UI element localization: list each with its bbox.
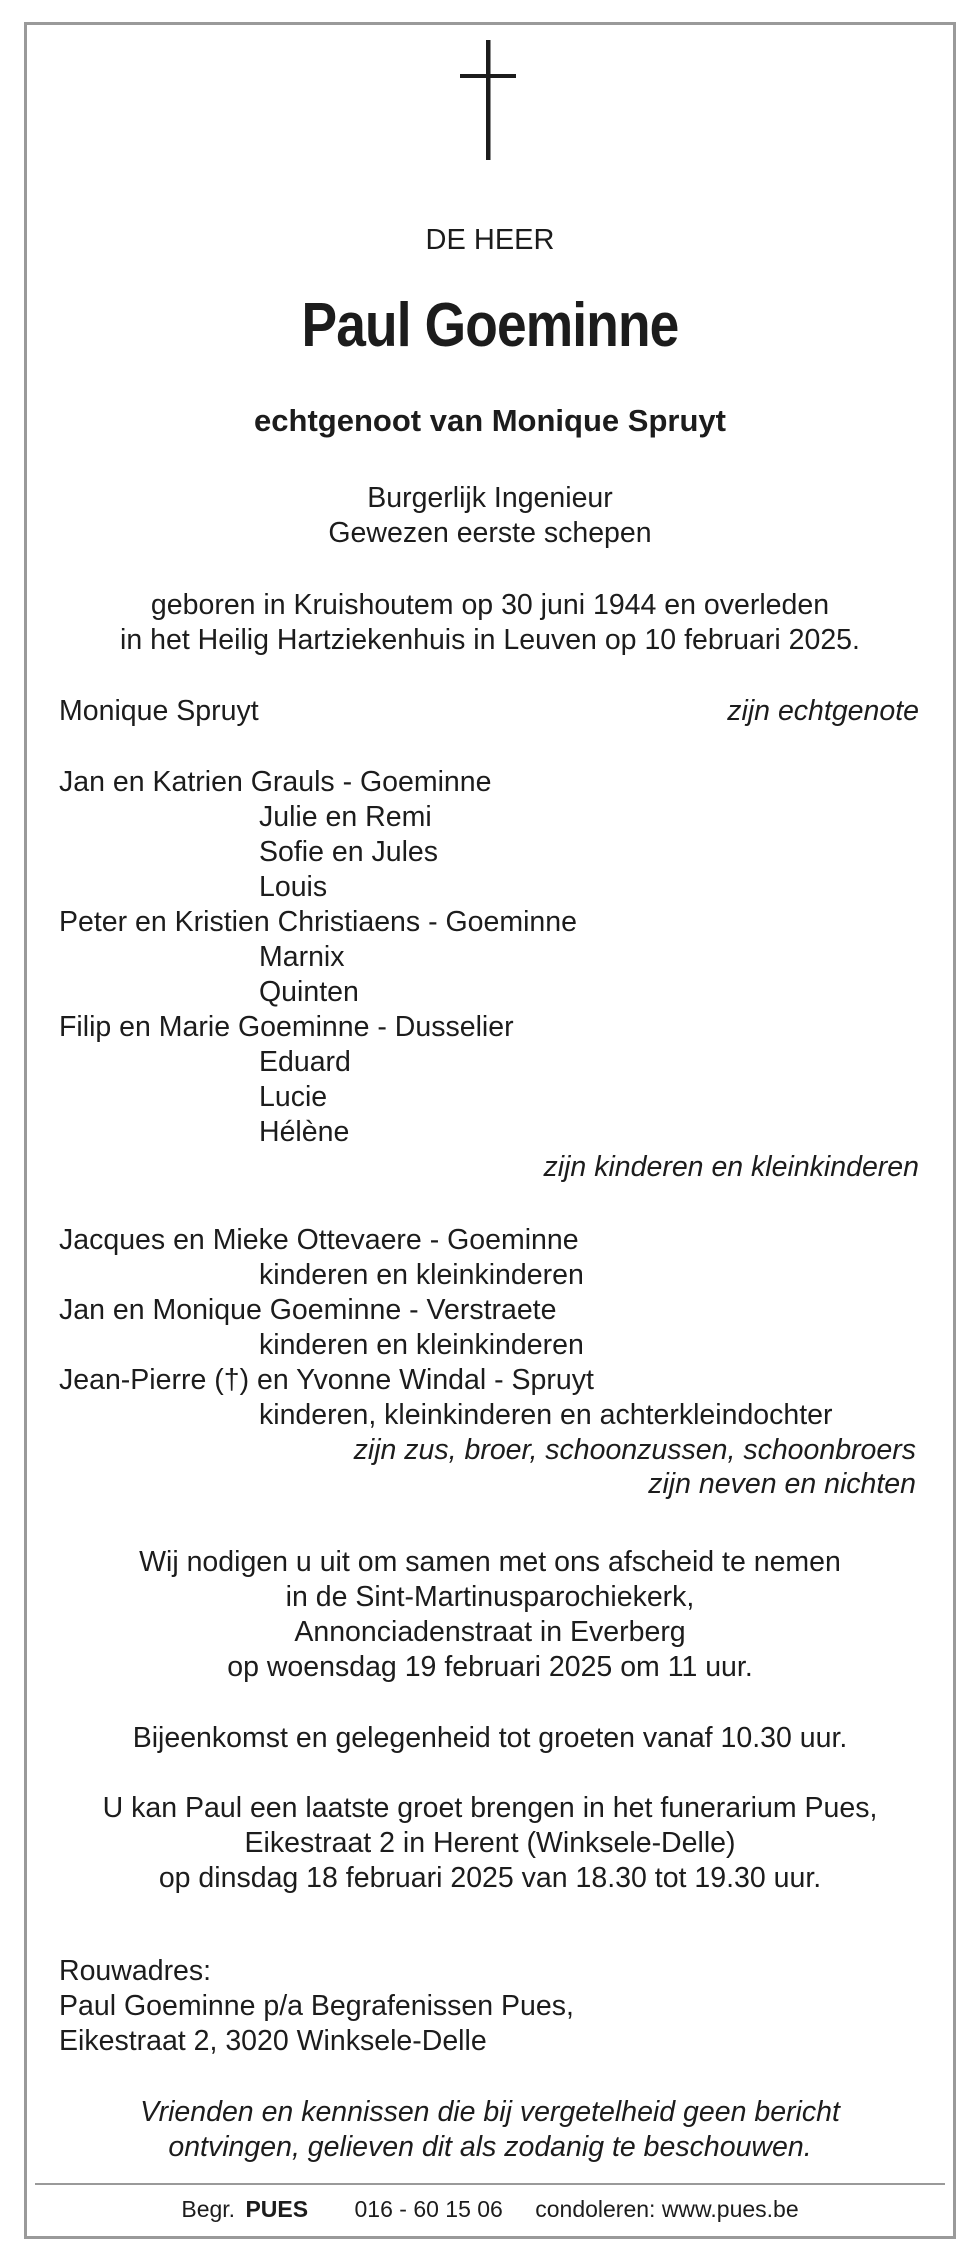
deceased-name: Paul Goeminne	[301, 291, 679, 360]
gathering-line: Bijeenkomst en gelegenheid tot groeten vanaf 10.30 uur.	[132, 1722, 848, 1754]
siblings-line: Jacques en Mieke Ottevaere - Goeminne	[59, 1224, 579, 1256]
spouse-row	[0, 694, 980, 729]
children-row	[0, 800, 980, 835]
service-line-2: in de Sint-Martinusparochiekerk,	[285, 1581, 695, 1613]
visitation-block	[0, 1791, 980, 1896]
service-line-3: Annonciadenstraat in Everberg	[294, 1616, 686, 1648]
children-line: Eduard	[259, 1046, 351, 1078]
children-row	[0, 975, 980, 1010]
spouse-name: Monique Spruyt	[59, 695, 259, 727]
service-line-1: Wij nodigen u uit om samen met ons afscheid te nemen	[139, 1546, 841, 1578]
spouse-relation: zijn echtgenote	[727, 695, 919, 727]
siblings-line: Jean-Pierre (†) en Yvonne Windal - Spruyt	[59, 1364, 594, 1396]
siblings-line: Jan en Monique Goeminne - Verstraete	[59, 1294, 557, 1326]
children-list	[0, 765, 980, 1150]
footer	[0, 2196, 980, 2223]
address-block	[0, 1954, 980, 2059]
footer-company: PUES	[245, 2196, 309, 2222]
address-line-1-row	[0, 1989, 980, 2024]
children-relation-row	[0, 1150, 980, 1185]
cousins-relation: zijn neven en nichten	[648, 1468, 916, 1500]
siblings-row	[0, 1293, 980, 1328]
siblings-line: kinderen en kleinkinderen	[259, 1329, 584, 1361]
footer-prefix: Begr.	[181, 2196, 236, 2222]
visitation-line-3: op dinsdag 18 februari 2025 van 18.30 tot 19.30 uur.	[158, 1862, 822, 1894]
children-row	[0, 1045, 980, 1080]
siblings-row	[0, 1398, 980, 1433]
address-line-1: Paul Goeminne p/a Begrafenissen Pues,	[59, 1990, 574, 2022]
children-row	[0, 835, 980, 870]
former-role: Gewezen eerste schepen	[328, 517, 652, 549]
siblings-list	[0, 1223, 980, 1433]
children-line: Filip en Marie Goeminne - Dusselier	[59, 1011, 514, 1043]
children-line: Peter en Kristien Christiaens - Goeminne	[59, 906, 577, 938]
siblings-row	[0, 1223, 980, 1258]
profession: Burgerlijk Ingenieur	[367, 482, 613, 514]
visitation-line-1: U kan Paul een laatste groet brengen in het funerarium Pues,	[102, 1792, 878, 1824]
siblings-row	[0, 1328, 980, 1363]
children-line: Jan en Katrien Grauls - Goeminne	[59, 766, 492, 798]
birth-line: geboren in Kruishoutem op 30 juni 1944 en overleden	[150, 589, 830, 621]
children-line: Quinten	[259, 976, 359, 1008]
siblings-relation-row	[0, 1433, 980, 1467]
children-row	[0, 1080, 980, 1115]
children-row	[0, 1115, 980, 1150]
gathering-block	[0, 1721, 980, 1756]
cousins-relation-row	[0, 1467, 980, 1501]
children-line: Julie en Remi	[259, 801, 432, 833]
children-row	[0, 940, 980, 975]
cross-icon	[460, 40, 516, 160]
children-block	[0, 765, 980, 1185]
birth-death-block	[0, 588, 980, 658]
address-label-row	[0, 1954, 980, 1989]
children-relation: zijn kinderen en kleinkinderen	[543, 1151, 919, 1183]
children-row	[0, 1010, 980, 1045]
visitation-line-2: Eikestraat 2 in Herent (Winksele-Delle)	[244, 1827, 736, 1859]
title-prefix: DE HEER	[425, 224, 555, 256]
children-row	[0, 870, 980, 905]
spouse-line: echtgenoot van Monique Spruyt	[254, 403, 726, 438]
profession-block	[0, 481, 980, 551]
address-label: Rouwadres:	[59, 1955, 212, 1987]
siblings-relation: zijn zus, broer, schoonzussen, schoonbroers	[353, 1434, 916, 1466]
children-line: Hélène	[259, 1116, 350, 1148]
closing-block	[0, 2095, 980, 2165]
footer-divider	[35, 2183, 945, 2185]
children-line: Louis	[259, 871, 328, 903]
service-line-4: op woensdag 19 februari 2025 om 11 uur.	[227, 1651, 753, 1683]
siblings-row	[0, 1258, 980, 1293]
service-block	[0, 1545, 980, 1685]
closing-line-2: ontvingen, gelieven dit als zodanig te beschouwen.	[168, 2131, 812, 2163]
siblings-block	[0, 1223, 980, 1501]
siblings-row	[0, 1363, 980, 1398]
children-row	[0, 765, 980, 800]
address-line-2: Eikestraat 2, 3020 Winksele-Delle	[59, 2025, 487, 2057]
children-row	[0, 905, 980, 940]
siblings-line: kinderen en kleinkinderen	[259, 1259, 584, 1291]
address-line-2-row	[0, 2024, 980, 2059]
spouse-block	[0, 694, 980, 729]
children-line: Lucie	[259, 1081, 328, 1113]
footer-condolences[interactable]: condoleren: www.pues.be	[535, 2196, 799, 2222]
death-line: in het Heilig Hartziekenhuis in Leuven op 10 februari 2025.	[120, 624, 860, 656]
footer-phone: 016 - 60 15 06	[354, 2196, 503, 2222]
children-line: Marnix	[259, 941, 345, 973]
closing-line-1: Vrienden en kennissen die bij vergetelheid geen bericht	[140, 2096, 840, 2128]
siblings-line: kinderen, kleinkinderen en achterkleindochter	[259, 1399, 833, 1431]
children-line: Sofie en Jules	[259, 836, 439, 868]
